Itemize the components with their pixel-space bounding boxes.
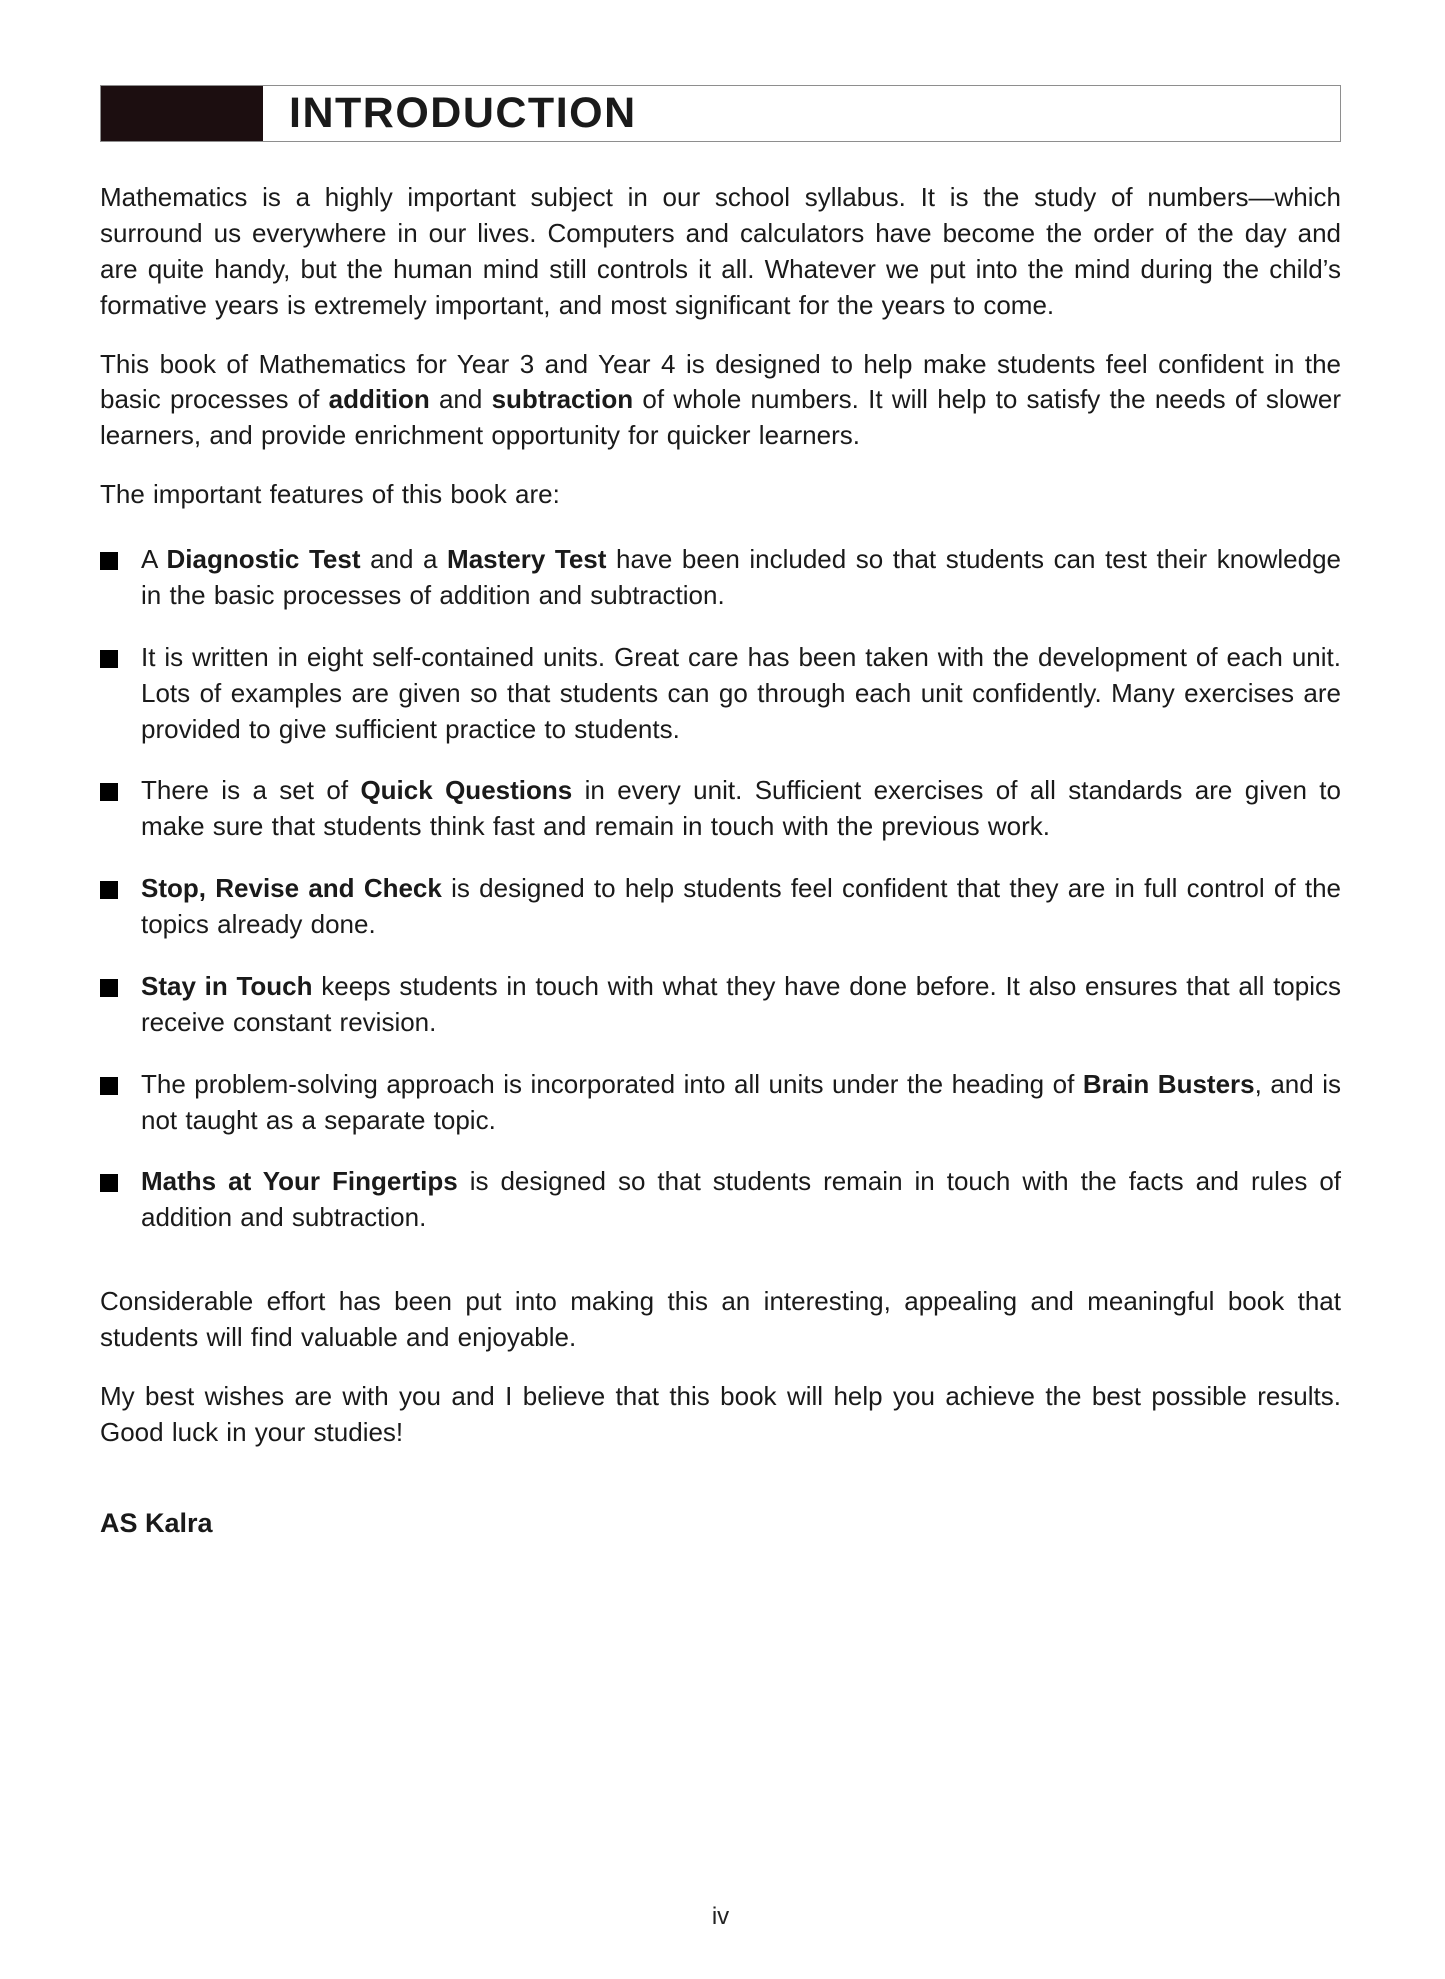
bullet-square-icon [100,783,118,801]
body-copy [100,180,1341,1539]
features-lead-in: The important features of this book are: [100,479,560,510]
feature-bullet-units [100,640,1341,748]
feature-bullet-text: A Diagnostic Test and a Mastery Test have been included so that students can test their knowledge in the basic processes of addition and subtraction. [141,544,1341,610]
closing-paragraph-wishes: My best wishes are with you and I believe that this book will help you achieve the best possible results. Good luck in your studies! [100,1380,1341,1447]
page-footer [100,1903,1341,1937]
author-name: AS Kalra [100,1507,213,1538]
feature-bullet-maths-at-fingertips [100,1164,1341,1236]
feature-bullet-quick-questions [100,773,1341,845]
bullet-square-icon [100,979,118,997]
bullet-square-icon [100,552,118,570]
page-title: INTRODUCTION [289,89,637,137]
feature-bullet-brain-busters [100,1067,1341,1139]
bullet-square-icon [100,1077,118,1095]
features-list [100,542,1341,1262]
feature-bullet-text: It is written in eight self-contained units. Great care has been taken with the development of each unit. Lots of examples are given so that students can go through each unit confidently. Many exercises are provided to give sufficient practice to students. [141,641,1341,744]
closing-paragraphs [100,1284,1341,1474]
feature-bullet-text: There is a set of Quick Questions in every unit. Sufficient exercises of all standards are given to make sure that students think fast and remain in touch with the previous work. [141,775,1341,842]
header-accent-block [101,86,263,141]
feature-bullet-text: Stop, Revise and Check is designed to help students feel confident that they are in full control of the topics already done. [141,873,1341,939]
page-number: iv [711,1903,730,1930]
bullet-square-icon [100,1174,118,1192]
section-header [100,85,1341,142]
bullet-square-icon [100,881,118,899]
feature-bullet-text: Stay in Touch keeps students in touch with what they have done before. It also ensures that all topics receive constant revision. [141,970,1341,1037]
feature-bullet-diagnostic-test [100,542,1341,614]
paragraph-overview: Mathematics is a highly important subject in our school syllabus. It is the study of numbers—which surround us everywhere in our lives. Computers and calculators have become the order of the day and are quite handy, but the human mind still controls it all. Whatever we put into the mind during the child’s formative years is extremely important, and most significant for the years to come. [100,182,1341,320]
bullet-square-icon [100,650,118,668]
feature-bullet-stay-in-touch [100,969,1341,1041]
paragraph-book-purpose: This book of Mathematics for Year 3 and Year 4 is designed to help make students feel confident in the basic processes of addition and subtraction of whole numbers. It will help to satisfy the needs of slower learners, and provide enrichment opportunity for quicker learners. [100,348,1341,451]
feature-bullet-text: The problem-solving approach is incorporated into all units under the heading of Brain Busters, and is not taught as a separate topic. [141,1068,1341,1135]
closing-paragraph-effort: Considerable effort has been put into making this an interesting, appealing and meaningful book that students will find valuable and enjoyable. [100,1286,1341,1352]
feature-bullet-text: Maths at Your Fingertips is designed so that students remain in touch with the facts and rules of addition and subtraction. [141,1166,1341,1233]
feature-bullet-stop-revise-check [100,871,1341,943]
